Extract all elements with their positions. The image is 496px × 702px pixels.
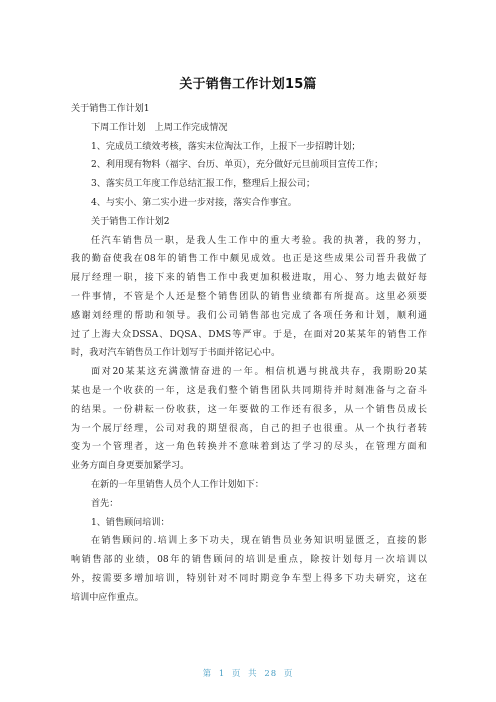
- text-line: 我的勤奋使我在08年的销售工作中颇见成效。也正是这些成果公司晋升我做了: [71, 254, 427, 265]
- text-line: 过了上海大众DSSA、DQSA、DMS等严审。于是，在面对20某某年的销售工作: [71, 329, 427, 340]
- text-line: 2、利用现有物料（福字、台历、单页），充分做好元旦前项目宣传工作；: [91, 160, 384, 171]
- text-line: 为一个展厅经理，公司对我的期望很高，自己的担子也很重。从一个执行者转: [71, 423, 427, 434]
- text-line: 1、完成员工绩效考核，落实末位淘汰工作，上报下一步招聘计划；: [91, 141, 361, 152]
- text-line: 感谢刘经理的帮助和领导。我们公司销售部也完成了各项任务和计划，顺利通: [71, 310, 427, 321]
- text-line: 培训中应作重点。: [71, 592, 144, 603]
- text-line: 的结果。一份耕耘一份收获，这一年要做的工作还有很多，从一个销售员成长: [71, 404, 427, 415]
- text-line: 在新的一年里销售人员个人工作计划如下：: [91, 479, 264, 490]
- text-line: 关于销售工作计划2: [91, 216, 170, 227]
- text-line: 面对20某某这充满激情奋进的一年。相信机遇与挑战共存，我期盼20某: [91, 367, 427, 378]
- text-line: 4、与实小、第二实小进一步对接，落实合作事宜。: [91, 197, 297, 208]
- text-line: 业务方面自身更要加紧学习。: [71, 461, 190, 472]
- page-footer: 第 1 页 共 28 页: [202, 669, 294, 679]
- text-line: 首先：: [91, 498, 119, 509]
- text-line: 关于销售工作计划1: [71, 104, 150, 114]
- text-line: 1、销售顾问培训：: [91, 517, 170, 528]
- text-line: 一件事情，不管是个人还是整个销售团队的销售业绩都有所提高。这里必须要: [71, 291, 427, 302]
- text-line: 时，我对汽车销售员工作计划写于书面并铭记心中。: [71, 348, 281, 359]
- text-line: 外，按需要多增加培训，特别针对不同时期竞争车型上得多下功夫研究，这在: [71, 573, 427, 584]
- text-line: 下周工作计划 上周工作完成情况: [91, 122, 228, 133]
- text-line: 变为一个管理者，这一角色转换并不意味着到达了学习的尽头，在管理方面和: [71, 442, 427, 453]
- text-line: 在销售顾问的.培训上多下功夫，现在销售员业务知识明显匮乏，直接的影: [91, 536, 427, 547]
- document-title: 关于销售工作计划15篇: [179, 77, 317, 92]
- text-line: 任汽车销售员一职，是我人生工作中的重大考验。我的执著，我的努力，: [91, 235, 427, 246]
- text-line: 3、落实员工年度工作总结汇报工作，整理后上报公司；: [91, 179, 316, 190]
- text-line: 响销售部的业绩，08年的销售顾问的培训是重点，除按计划每月一次培训以: [71, 555, 427, 566]
- text-line: 展厅经理一职，接下来的销售工作中我更加积极进取，用心、努力地去做好每: [71, 273, 427, 284]
- document-body: [71, 100, 427, 608]
- text-line: 某也是一个收获的一年，这是我们整个销售团队共同期待并时刻准备与之奋斗: [71, 385, 427, 396]
